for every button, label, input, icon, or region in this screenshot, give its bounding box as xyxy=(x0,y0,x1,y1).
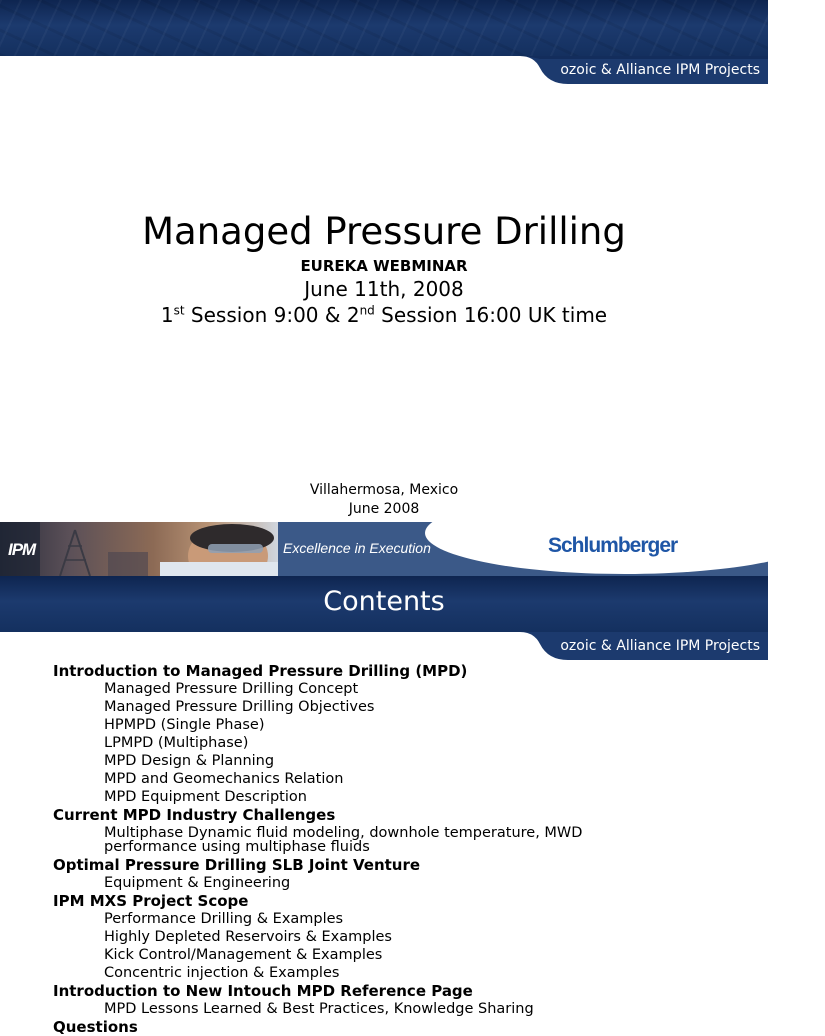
slide-subtitle: EUREKA WEBMINAR xyxy=(300,257,468,275)
header-tab-text: ozoic & Alliance IPM Projects xyxy=(560,62,760,78)
list-item: Managed Pressure Drilling Objectives xyxy=(104,699,375,715)
list-item: MPD and Geomechanics Relation xyxy=(104,771,344,787)
header-band xyxy=(0,576,768,632)
list-item: HPMPD (Single Phase) xyxy=(104,717,265,733)
contents-list xyxy=(53,662,753,1036)
list-item: Performance Drilling & Examples xyxy=(104,911,344,927)
list-item: LPMPD (Multiphase) xyxy=(104,735,249,751)
photo-illustration xyxy=(0,522,278,576)
header-tab-text: ozoic & Alliance IPM Projects xyxy=(560,638,760,654)
schlumberger-logo: Schlumberger xyxy=(548,534,678,557)
section-heading: Optimal Pressure Drilling SLB Joint Venture xyxy=(53,856,421,874)
section-heading: Introduction to New Intouch MPD Reference Page xyxy=(53,982,473,1000)
slide-title: Contents xyxy=(323,586,445,617)
location-date: June 2008 xyxy=(348,501,420,517)
list-item: Concentric injection & Examples xyxy=(104,965,340,981)
location: Villahermosa, Mexico xyxy=(309,482,459,498)
section-heading: IPM MXS Project Scope xyxy=(53,892,249,910)
list-item: Equipment & Engineering xyxy=(104,875,291,891)
list-item: MPD Lessons Learned & Best Practices, Knowledge Sharing xyxy=(104,1001,534,1017)
header-band xyxy=(0,0,768,56)
contents-slide xyxy=(0,576,768,1036)
list-item: Kick Control/Management & Examples xyxy=(104,947,383,963)
header-tab xyxy=(0,632,768,660)
list-item: MPD Equipment Description xyxy=(104,789,307,805)
tagline: Excellence in Execution xyxy=(283,540,431,556)
footer-band xyxy=(0,522,768,576)
list-item: Managed Pressure Drilling Concept xyxy=(104,681,359,697)
section-heading: Current MPD Industry Challenges xyxy=(53,806,336,824)
section-heading: Questions xyxy=(53,1018,138,1036)
footer-photo xyxy=(0,522,278,576)
list-item: MPD Design & Planning xyxy=(104,753,275,769)
section-heading: Introduction to Managed Pressure Drilling (MPD) xyxy=(53,662,468,680)
ipm-logo: IPM xyxy=(8,540,36,559)
slide-date: June 11th, 2008 xyxy=(304,277,464,301)
header-tab xyxy=(0,56,768,84)
list-item: Multiphase Dynamic fluid modeling, downhole temperature, MWD performance using multiphase fluids xyxy=(104,825,583,855)
session-times: 1st Session 9:00 & 2nd Session 16:00 UK time xyxy=(160,303,608,327)
brand-ellipse xyxy=(425,492,825,574)
slide-title: Managed Pressure Drilling xyxy=(142,210,626,253)
list-item: Highly Depleted Reservoirs & Examples xyxy=(104,929,392,945)
